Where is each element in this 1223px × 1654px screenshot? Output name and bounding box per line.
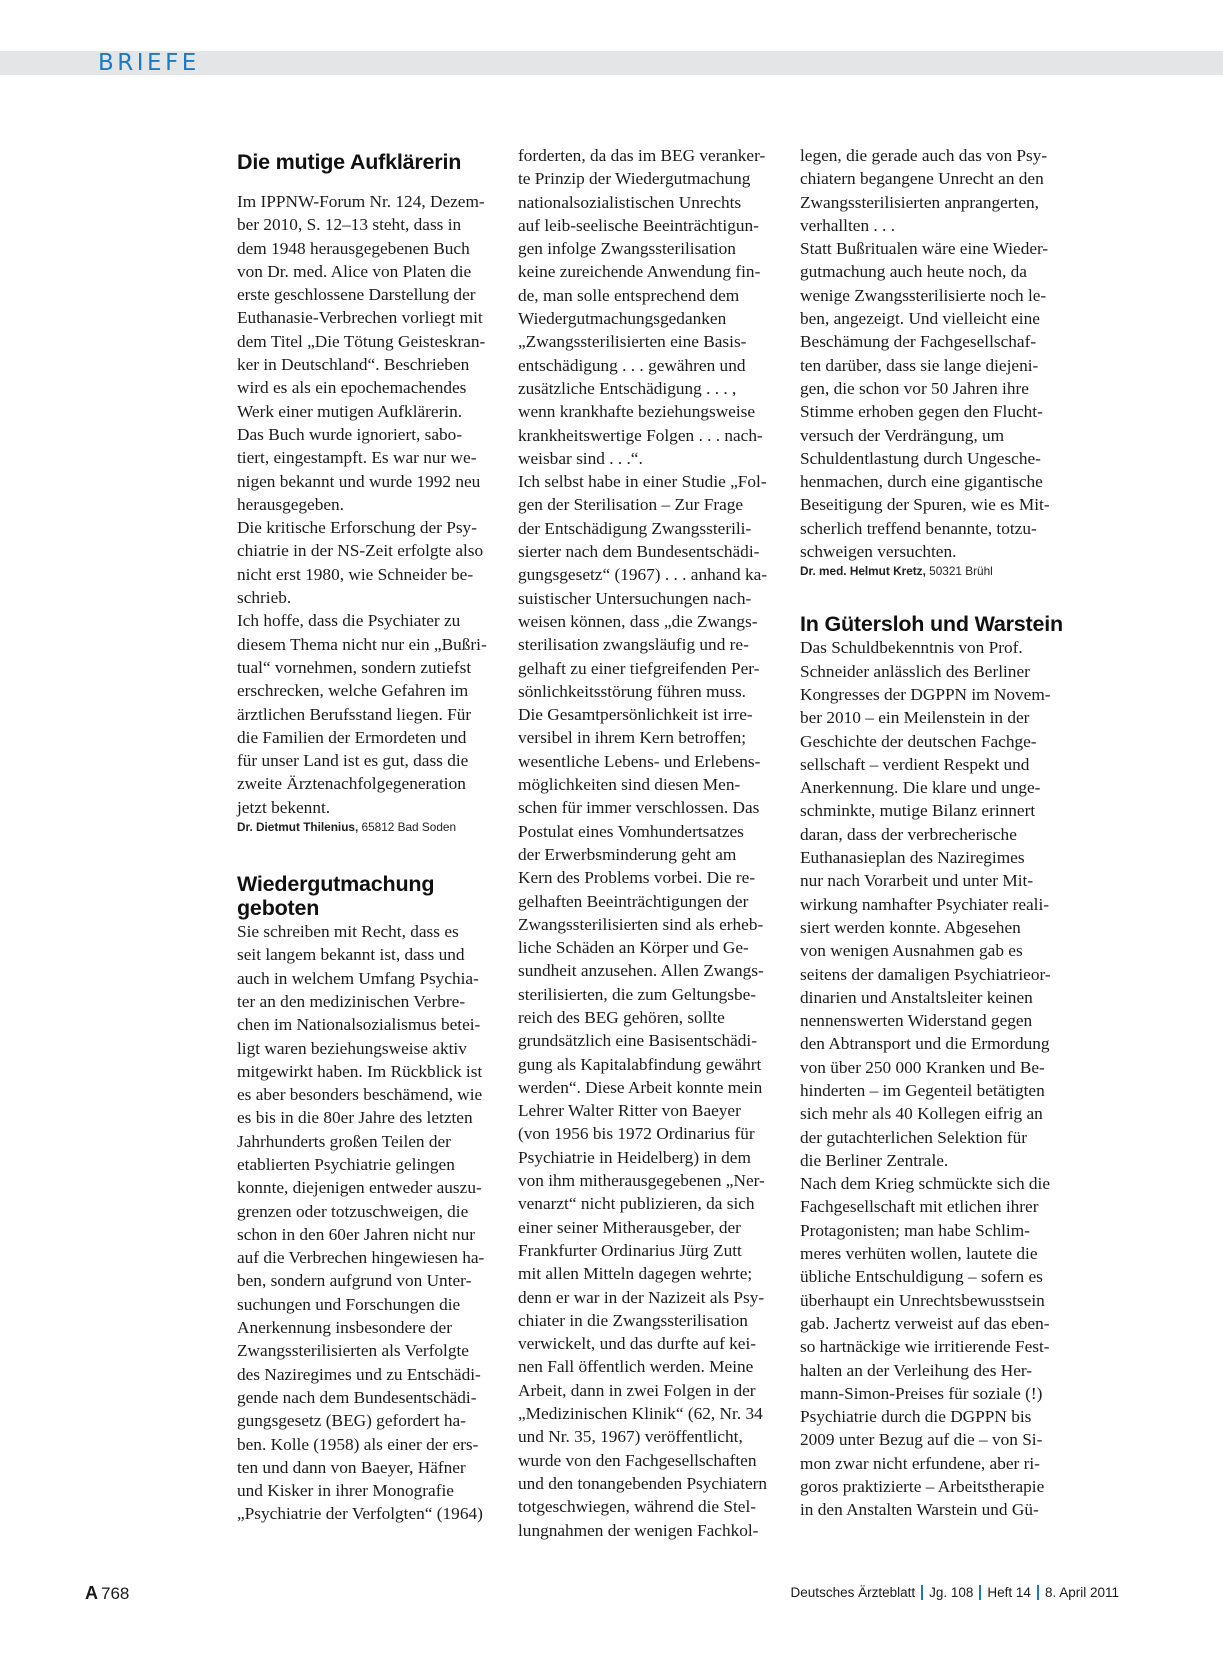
text-line: Jahrhunderts großen Teilen der xyxy=(237,1131,451,1151)
text-line: herausgegeben. xyxy=(237,494,344,514)
text-line: lungnahmen der wenigen Fachkol- xyxy=(518,1520,759,1540)
text-line: Zwangssterilisierten anprangerten, xyxy=(800,192,1039,212)
text-line: venarzt“ nicht publizieren, da sich xyxy=(518,1194,755,1214)
text-line: sellschaft – verdient Respekt und xyxy=(800,754,1030,774)
author-name: Dr. med. Helmut Kretz, xyxy=(800,564,926,579)
text-line: chen im Nationalsozialismus betei- xyxy=(237,1015,481,1035)
journal-name: Deutsches Ärzteblatt xyxy=(790,1585,916,1600)
text-line: sterilisation zwangsläufig und re- xyxy=(518,635,749,655)
text-line: ben, angezeigt. Und vielleicht eine xyxy=(800,309,1040,329)
text-line: versibel in ihrem Kern betroffen; xyxy=(518,728,747,748)
text-line: Beschämung der Fachgesellschaf- xyxy=(800,332,1037,352)
journal-date: 8. April 2011 xyxy=(1044,1585,1119,1600)
text-line: sundheit anzusehen. Allen Zwangs- xyxy=(518,961,764,981)
text-line: gungsgesetz (BEG) gefordert ha- xyxy=(237,1411,466,1431)
text-line: suistischer Untersuchungen nach- xyxy=(518,588,752,608)
text-line: schon in den 60er Jahren nicht nur xyxy=(237,1224,476,1244)
text-line: mann-Simon-Preises für soziale (!) xyxy=(800,1383,1043,1403)
letter-1-body xyxy=(237,190,515,819)
text-line: gelhaft zu einer tiefgreifenden Per- xyxy=(518,658,760,678)
text-line: Die kritische Erforschung der Psy- xyxy=(237,518,477,538)
text-line: „Zwangssterilisierten eine Basis- xyxy=(518,332,747,352)
text-line: reich des BEG gehören, sollte xyxy=(518,1007,725,1027)
letter-2-paragraph xyxy=(518,470,796,1542)
text-line: Arbeit, dann in zwei Folgen in der xyxy=(518,1380,756,1400)
text-line: ter an den medizinischen Verbre- xyxy=(237,991,466,1011)
text-line: keine zureichende Anwendung fin- xyxy=(518,262,761,282)
author-location: 50321 Brühl xyxy=(929,564,993,579)
section-label: BRIEFE xyxy=(98,50,200,76)
separator xyxy=(1037,1585,1039,1600)
text-line: mit allen Mitteln dagegen wehrte; xyxy=(518,1264,753,1284)
text-line: ber 2010 – ein Meilenstein in der xyxy=(800,708,1030,728)
text-line: sich mehr als 40 Kollegen eifrig an xyxy=(800,1104,1043,1124)
text-line: Lehrer Walter Ritter von Baeyer xyxy=(518,1101,741,1121)
text-line: sterilisierten, die zum Geltungsbe- xyxy=(518,984,757,1004)
text-line: Kongresses der DGPPN im Novem- xyxy=(800,684,1051,704)
letter-3-paragraph xyxy=(800,1172,1078,1521)
text-line: weisbar sind . . .“. xyxy=(518,448,643,468)
text-line: Sie schreiben mit Recht, dass es xyxy=(237,922,459,942)
text-line: auf leib-seelische Beeinträchtigun- xyxy=(518,215,759,235)
text-line: „Medizinischen Klinik“ (62, Nr. 34 xyxy=(518,1404,763,1424)
text-line: Statt Bußritualen wäre eine Wieder- xyxy=(800,239,1049,259)
text-line: scherlich treffend benannte, totzu- xyxy=(800,518,1037,538)
text-line: es bis in die 80er Jahre des letzten xyxy=(237,1108,473,1128)
text-line: ben, sondern aufgrund von Unter- xyxy=(237,1271,472,1291)
journal-volume: Jg. 108 xyxy=(929,1585,974,1600)
text-line: seit langem bekannt ist, dass und xyxy=(237,945,465,965)
text-line: suchungen und Forschungen die xyxy=(237,1294,461,1314)
text-line: diesem Thema nicht nur ein „Bußri- xyxy=(237,634,487,654)
text-line: nennenswerten Widerstand gegen xyxy=(800,1011,1033,1031)
text-line: wenige Zwangssterilisierte noch le- xyxy=(800,285,1047,305)
text-line: Im IPPNW-Forum Nr. 124, Dezem- xyxy=(237,192,485,211)
letter-2-paragraph xyxy=(800,237,1078,563)
text-line: Schneider anlässlich des Berliner xyxy=(800,661,1030,681)
text-line: seitens der damaligen Psychiatrieor- xyxy=(800,964,1051,984)
text-line: nationalsozialistischen Unrechts xyxy=(518,192,742,212)
text-line: von über 250 000 Kranken und Be- xyxy=(800,1057,1045,1077)
text-line: übliche Entschuldigung – sofern es xyxy=(800,1267,1043,1287)
page-number xyxy=(85,1583,129,1604)
text-line: Anerkennung. Die klare und unge- xyxy=(800,778,1041,798)
text-line: goros praktizierte – Arbeitstherapie xyxy=(800,1477,1045,1497)
journal-info xyxy=(791,1585,1119,1600)
text-line: Protagonisten; man habe Schlim- xyxy=(800,1220,1030,1240)
text-line: Nach dem Krieg schmückte sich die xyxy=(800,1174,1051,1194)
text-line: den Abtransport und die Ermordung xyxy=(800,1034,1050,1054)
letter-2-signature xyxy=(800,563,1078,579)
text-line: schweigen versuchten. xyxy=(800,542,957,562)
text-line: auch in welchem Umfang Psychia- xyxy=(237,968,479,988)
separator xyxy=(921,1585,923,1600)
text-line: gungsgesetz“ (1967) . . . anhand ka- xyxy=(518,565,768,585)
text-line: der gutachterlichen Selektion für xyxy=(800,1127,1027,1147)
text-line: forderten, da das im BEG veranker- xyxy=(518,146,766,165)
text-line: und den tonangebenden Psychiatern xyxy=(518,1473,768,1493)
page-prefix: A xyxy=(85,1583,98,1603)
column-2 xyxy=(518,144,796,1542)
text-line: mitgewirkt haben. Im Rückblick ist xyxy=(237,1061,483,1081)
text-line: meres verhüten wollen, lautete die xyxy=(800,1244,1038,1264)
text-line: Kern des Problems vorbei. Die re- xyxy=(518,868,756,888)
letter-1-paragraph xyxy=(237,609,515,819)
text-line: denn er war in der Nazizeit als Psy- xyxy=(518,1287,765,1307)
text-line: Ich selbst habe in einer Studie „Fol- xyxy=(518,472,767,492)
text-line: wird es als ein epochemachendes xyxy=(237,378,467,398)
text-line: von wenigen Ausnahmen gab es xyxy=(800,941,1023,961)
text-line: totgeschwiegen, während die Stel- xyxy=(518,1497,757,1517)
text-line: dem 1948 herausgegebenen Buch xyxy=(237,238,470,258)
text-line: erschrecken, welche Gefahren im xyxy=(237,681,469,701)
text-line: wirkung namhafter Psychiater reali- xyxy=(800,894,1050,914)
letter-1-title: Die mutige Aufklärerin xyxy=(237,150,462,174)
text-line: Postulat eines Vomhundertsatzes xyxy=(518,821,744,841)
text-line: grundsätzlich eine Basisentschädi- xyxy=(518,1031,757,1051)
text-line: gab. Jachertz verweist auf das eben- xyxy=(800,1313,1050,1333)
text-line: in den Anstalten Warstein und Gü- xyxy=(800,1500,1039,1520)
text-line: die Berliner Zentrale. xyxy=(800,1150,949,1170)
text-line: gen, die schon vor 50 Jahren ihre xyxy=(800,378,1029,398)
text-line: krankheitswertige Folgen . . . nach- xyxy=(518,425,763,445)
text-line: tual“ vornehmen, sondern zutiefst xyxy=(237,657,472,677)
text-line: Fachgesellschaft mit etlichen ihrer xyxy=(800,1197,1039,1217)
text-line: wesentliche Lebens- und Erlebens- xyxy=(518,751,761,771)
text-line: ten und dann von Baeyer, Häfner xyxy=(237,1457,466,1477)
text-line: halten an der Verleihung des Her- xyxy=(800,1360,1033,1380)
text-line: überhaupt ein Unrechtsbewusstsein xyxy=(800,1290,1045,1310)
column-3 xyxy=(800,144,1078,1522)
letter-1-signature xyxy=(237,819,515,835)
text-line: ten darüber, dass sie lange diejeni- xyxy=(800,355,1039,375)
letter-1-paragraph xyxy=(237,190,515,516)
text-line: nigen bekannt und wurde 1992 neu xyxy=(237,471,481,491)
text-line: von ihm mitherausgegebenen „Ner- xyxy=(518,1171,765,1191)
text-line: tiert, eingestampft. Es war nur we- xyxy=(237,448,477,468)
text-line: konnte, diejenigen entweder auszu- xyxy=(237,1178,482,1198)
text-line: der Erwerbsminderung geht am xyxy=(518,844,737,864)
text-line: des Naziregimes und zu Entschädi- xyxy=(237,1364,481,1384)
text-line: legen, die gerade auch das von Psy- xyxy=(800,146,1048,165)
letter-2-paragraph xyxy=(237,920,515,1526)
text-line: schrieb. xyxy=(237,588,292,608)
text-line: ker in Deutschland“. Beschrieben xyxy=(237,355,470,375)
letter-3-title: In Gütersloh und Warstein xyxy=(800,612,1063,637)
text-line: jetzt bekennt. xyxy=(237,797,331,817)
text-line: (von 1956 bis 1972 Ordinarius für xyxy=(518,1124,755,1144)
text-line: sönlichkeitsstörung führen muss. xyxy=(518,681,746,701)
text-line: erste geschlossene Darstellung der xyxy=(237,285,476,305)
text-line: es aber besonders beschämend, wie xyxy=(237,1085,483,1105)
text-line: die Familien der Ermordeten und xyxy=(237,727,467,747)
text-line: Ich hoffe, dass die Psychiater zu xyxy=(237,611,461,631)
text-line: entschädigung . . . gewähren und xyxy=(518,355,746,375)
column-1 xyxy=(237,150,515,1526)
text-line: de, man solle entsprechend dem xyxy=(518,285,740,305)
text-line: Stimme erhoben gegen den Flucht- xyxy=(800,402,1043,422)
text-line: für unser Land ist es gut, dass die xyxy=(237,751,469,771)
text-line: sierter nach dem Bundesentschädi- xyxy=(518,542,760,562)
author-name: Dr. Dietmut Thilenius, xyxy=(237,820,359,835)
text-line: mon zwar nicht erfundene, aber ri- xyxy=(800,1453,1040,1473)
text-line: gen der Sterilisation – Zur Frage xyxy=(518,495,744,515)
text-line: grenzen oder totzuschweigen, die xyxy=(237,1201,469,1221)
text-line: 2009 unter Bezug auf die – von Si- xyxy=(800,1430,1043,1450)
text-line: gutmachung auch heute noch, da xyxy=(800,262,1027,282)
text-line: und Nr. 35, 1967) veröffentlicht, xyxy=(518,1427,743,1447)
text-line: daran, dass der verbrecherische xyxy=(800,824,1017,844)
text-line: nur nach Vorarbeit und unter Mit- xyxy=(800,871,1034,891)
text-line: hinderten – im Gegenteil betätigten xyxy=(800,1080,1045,1100)
text-line: zweite Ärztenachfolgegeneration xyxy=(237,774,466,794)
text-line: schen für immer verschlossen. Das xyxy=(518,798,760,818)
text-line: verhallten . . . xyxy=(800,215,896,235)
text-line: versuch der Verdrängung, um xyxy=(800,425,1005,445)
text-line: liche Schäden an Körper und Ge- xyxy=(518,938,749,958)
text-line: etablierten Psychiatrie gelingen xyxy=(237,1154,455,1174)
page-number-value: 768 xyxy=(101,1584,130,1603)
letter-2-paragraph xyxy=(800,144,1078,237)
text-line: weisen können, dass „die Zwangs- xyxy=(518,611,758,631)
text-line: chiatern begangene Unrecht an den xyxy=(800,169,1044,189)
text-line: Zwangssterilisierten als Verfolgte xyxy=(237,1341,469,1361)
text-line: siert werden konnte. Abgesehen xyxy=(800,917,1021,937)
text-line: wurde von den Fachgesellschaften xyxy=(518,1450,757,1470)
text-line: Beseitigung der Spuren, wie es Mit- xyxy=(800,495,1050,515)
text-line: gelhaften Beeinträchtigungen der xyxy=(518,891,749,911)
text-line: einer seiner Mitherausgeber, der xyxy=(518,1217,741,1237)
letter-2-title: Wiedergutmachung geboten xyxy=(237,872,435,921)
text-line: wenn krankhafte beziehungsweise xyxy=(518,402,756,422)
text-line: möglichkeiten sind diesen Men- xyxy=(518,775,741,795)
text-line: Zwangssterilisierten sind als erheb- xyxy=(518,914,764,934)
letter-1-paragraph xyxy=(237,516,515,609)
text-line: der Entschädigung Zwangssterili- xyxy=(518,518,752,538)
text-line: Geschichte der deutschen Fachge- xyxy=(800,731,1037,751)
text-line: dem Titel „Die Tötung Geisteskran- xyxy=(237,331,486,351)
text-line: Wiedergutmachungsgedanken xyxy=(518,309,727,329)
text-line: Frankfurter Ordinarius Jürg Zutt xyxy=(518,1240,742,1260)
text-line: gung als Kapitalabfindung gewährt xyxy=(518,1054,762,1074)
text-line: Euthanasie-Verbrechen vorliegt mit xyxy=(237,308,483,328)
text-line: nicht erst 1980, wie Schneider be- xyxy=(237,564,474,584)
journal-issue: Heft 14 xyxy=(987,1585,1031,1600)
text-line: verwickelt, und das durfte auf kei- xyxy=(518,1334,757,1354)
text-line: gen infolge Zwangssterilisation xyxy=(518,239,736,259)
text-line: te Prinzip der Wiedergutmachung xyxy=(518,169,751,189)
letter-2-paragraph xyxy=(518,144,796,470)
text-line: werden“. Diese Arbeit konnte mein xyxy=(518,1077,763,1097)
text-line: Werk einer mutigen Aufklärerin. xyxy=(237,401,463,421)
text-line: zusätzliche Entschädigung . . . , xyxy=(518,378,737,398)
text-line: so hartnäckige wie irritierende Fest- xyxy=(800,1337,1050,1357)
text-line: ärztlichen Berufsstand liegen. Für xyxy=(237,704,472,724)
text-line: ligt waren beziehungsweise aktiv xyxy=(237,1038,467,1058)
text-line: Anerkennung insbesondere der xyxy=(237,1318,452,1338)
text-line: von Dr. med. Alice von Platen die xyxy=(237,261,472,281)
letter-3-paragraph xyxy=(800,636,1078,1172)
text-line: Euthanasieplan des Naziregimes xyxy=(800,848,1025,868)
text-line: Psychiatrie durch die DGPPN bis xyxy=(800,1407,1032,1427)
text-line: Schuldentlastung durch Ungesche- xyxy=(800,448,1041,468)
author-location: 65812 Bad Soden xyxy=(361,820,457,835)
text-line: chiater in die Zwangssterilisation xyxy=(518,1310,748,1330)
text-line: und Kisker in ihrer Monografie xyxy=(237,1481,454,1501)
text-line: chiatrie in der NS-Zeit erfolgte also xyxy=(237,541,484,561)
text-line: Die Gesamtpersönlichkeit ist irre- xyxy=(518,705,753,725)
text-line: auf die Verbrechen hingewiesen ha- xyxy=(237,1248,485,1268)
text-line: dinarien und Anstaltsleiter keinen xyxy=(800,987,1033,1007)
text-line: gende nach dem Bundesentschädi- xyxy=(237,1387,477,1407)
text-line: schminkte, mutige Bilanz erinnert xyxy=(800,801,1036,821)
text-line: Das Schuldbekenntnis von Prof. xyxy=(800,638,1023,658)
text-line: ben. Kolle (1958) als einer der ers- xyxy=(237,1434,479,1454)
text-line: „Psychiatrie der Verfolgten“ (1964) xyxy=(237,1504,483,1524)
text-line: ber 2010, S. 12–13 steht, dass in xyxy=(237,215,462,235)
text-line: nen Fall öffentlich werden. Meine xyxy=(518,1357,754,1377)
separator xyxy=(979,1585,981,1600)
text-line: Das Buch wurde ignoriert, sabo- xyxy=(237,424,463,444)
text-line: henmachen, durch eine gigantische xyxy=(800,472,1043,492)
text-line: Psychiatrie in Heidelberg) in dem xyxy=(518,1147,751,1167)
